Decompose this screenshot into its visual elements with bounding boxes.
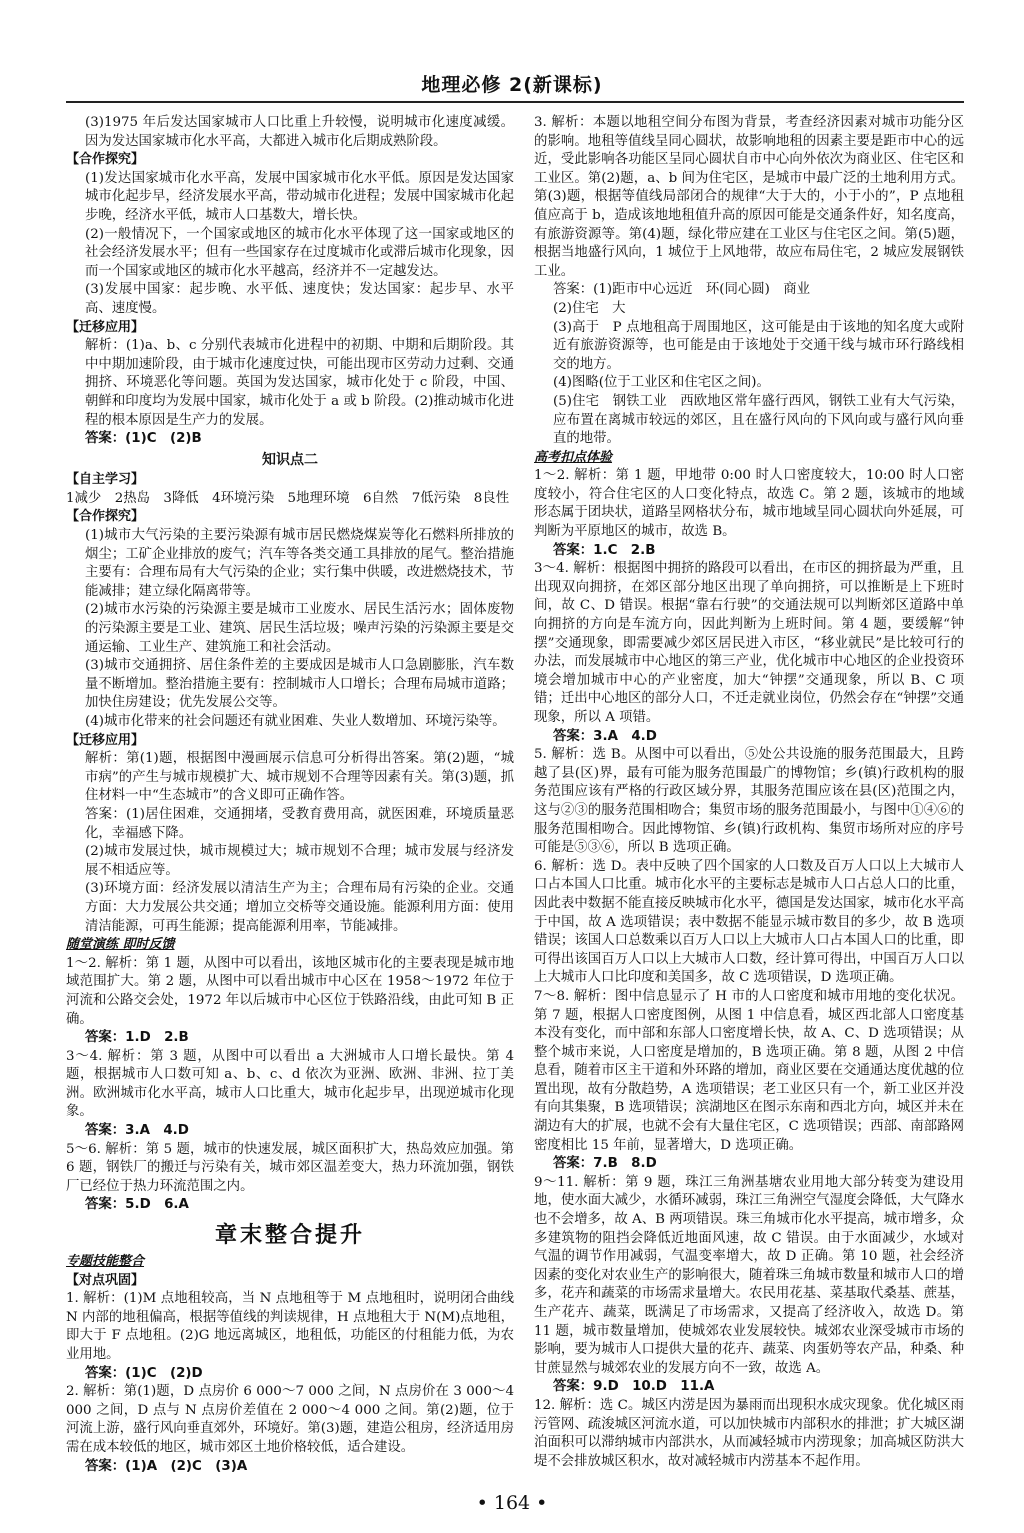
section-label: 【迁移应用】: [66, 732, 145, 748]
paragraph: 1～2. 解析：第 1 题，从图中可以看出，该地区城市化的主要表现是城市地域范围扩大。第 2 题，从图中可以看出城市中心区在 1958～1972 年位于河流和公路交会处，1972 年以后城市中心区位于铁路沿线，由此可知 B 正确。: [66, 955, 514, 1027]
answer: 答案：1.D 2.B: [85, 1030, 189, 1046]
left-column: [66, 114, 514, 1476]
answer: (2)城市发展过快，城市规模过大；城市规划不合理；城市发展与经济发展不相适应等。: [85, 844, 514, 878]
subsection-title: 高考扣点体验: [534, 449, 613, 465]
paragraph: 解析：(1)a、b、c 分别代表城市化进程中的初期、中期和后期阶段。其中中期加速阶段，由于城市化速度过快，可能出现市区劳动力过剩、交通拥挤、环境恶化等问题。英国为发达国家，城市化处于 c 阶段，中国、朝鲜和印度均为发展中国家，城市化处于 a 或 b 阶段。(2)推动城市化进程的根本原因是生产力的发展。: [85, 338, 514, 428]
paragraph: 5～6. 解析：第 5 题，城市的快速发展，城区面积扩大，热岛效应加强。第 6 题，钢铁厂的搬迁与污染有关，城市郊区温差变大，热力环流加强，钢铁厂已经位于热力环流范围之内。: [66, 1141, 514, 1194]
answer: 答案：(1)C (2)B: [85, 431, 202, 447]
paragraph: 1～2. 解析：第 1 题，甲地带 0:00 时人口密度较大，10:00 时人口密度较小，符合住宅区的人口变化特点，故选 C。第 2 题，该城市的地域形态属于团块状，道路呈网格状分布，城市地域呈同心圆状向外延展，可判断为平原地区的城市，故选 B。: [534, 468, 964, 540]
subsection-title: 专题技能整合: [66, 1254, 145, 1270]
answer: 答案：(1)距市中心远近 环(同心圆) 商业: [553, 282, 811, 298]
paragraph: (1)发达国家城市化水平高，发展中国家城市化水平低。原因是发达国家城市化起步早，经济发展水平高，带动城市化进程；发展中国家城市化起步晚，经济水平低，城市人口基数大，增长快。: [85, 170, 514, 223]
right-column: [534, 114, 964, 1471]
paragraph: (2)一般情况下，一个国家或地区的城市化水平体现了这一国家或地区的社会经济发展水平；但有一些国家存在过度城市化或滞后城市化现象，因而一个国家或地区的城市化水平越高，经济并不一定越发达。: [85, 226, 514, 279]
answer: 答案：5.D 6.A: [85, 1197, 189, 1213]
answer: 答案：(1)居住困难，交通拥堵，受教育费用高，就医困难，环境质量恶化，幸福感下降。: [85, 806, 514, 841]
paragraph: 2. 解析：第(1)题，D 点房价 6 000～7 000 之间，N 点房价在 3 000～4 000 之间，D 点与 N 点房价差值在 2 000～4 000 之间。第(2)题，位于河流上游，盛行风向垂直郊外，环境好。第(3)题，建造公租房，经济适用房需在成本较低的地区，城市郊区土地价格较低，适合建设。: [66, 1384, 514, 1455]
answer: 答案：3.A 4.D: [85, 1123, 189, 1139]
paragraph: 解析：第(1)题，根据图中漫画展示信息可分析得出答案。第(2)题，“城市病”的产生与城市规模扩大、城市规划不合理等因素有关。第(3)题，抓住材料一中“生态城市”的含义即可正确作答。: [85, 751, 514, 804]
page-number: • 164 •: [476, 1492, 548, 1514]
answer: 答案：(1)C (2)D: [85, 1365, 203, 1381]
paragraph: 7～8. 解析：图中信息显示了 H 市的人口密度和城市用地的变化状况。第 7 题，根据人口密度图例，从图 1 中信息看，城区西北部人口密度基本没有变化，而中部和东部人口密度增长快，故 A、C、D 选项错误；从整个城市来说，人口密度是增加的，B 选项正确。第 8 题，从图 2 中信息看，随着市区主干道和外环路的增加，商业区要在交通通达度优越的位置出现，故有分散趋势，A 选项错误；老工业区只有一个，新工业区并没有向其集聚，B 选项错误；滨湖地区在图示东南和西北方向，城区并未在湖边有大的扩展，也就不会有大量住宅区，C 选项错误；西部、南部路网密度相比 15 年前，显著增大，D 选项正确。: [534, 988, 964, 1153]
subsection-title: 随堂演练 即时反馈: [66, 937, 175, 953]
answer: 答案：3.A 4.D: [553, 728, 657, 744]
paragraph: (3)1975 年后发达国家城市人口比重上升较慢，说明城市化速度减缓。因为发达国家城市化水平高，大都进入城市化后期成熟阶段。: [85, 115, 514, 149]
knowledge-point-title: 知识点二: [262, 451, 318, 468]
paragraph: 1减少 2热岛 3降低 4环境污染 5地理环境 6自然 7低污染 8良性: [66, 490, 510, 506]
answer: 答案：7.B 8.D: [553, 1156, 657, 1172]
answer: (3)环境方面：经济发展以清洁生产为主；合理布局有污染的企业。交通方面：大力发展公共交通；增加立交桥等交通设施。能源利用方面：使用清洁能源，可再生能源；提高能源利用率，节能减排。: [85, 881, 514, 934]
answer: 答案：(1)A (2)C (3)A: [85, 1458, 248, 1474]
answer: (4)图略(位于工业区和住宅区之间)。: [553, 375, 770, 391]
paragraph: (1)城市大气污染的主要污染源有城市居民燃烧煤炭等化石燃料所排放的烟尘；工矿企业排放的废气；汽车等各类交通工具排放的尾气。整治措施主要有：合理布局有大气污染的企业；实行集中供暖，改进燃烧技术，节能减排；建立绿化隔离带等。: [85, 528, 514, 599]
paragraph: 3～4. 解析：第 3 题，从图中可以看出 a 大洲城市人口增长最快。第 4 题，根据城市人口数可知 a、b、c、d 依次为亚洲、欧洲、非洲、拉丁美洲。欧洲城市化水平高，城市人口比重大，城市化起步早，出现逆城市化现象。: [66, 1048, 514, 1120]
paragraph: 3～4. 解析：根据图中拥挤的路段可以看出，在市区的拥挤最为严重，且出现双向拥挤，在郊区部分地区出现了单向拥挤，可以推断是上下班时间，故 C、D 错误。根据“靠右行驶”的交通法规可以判断郊区道路中单向拥挤的方向是车流方向，因此判断为上班时间。第 4 题，要缓解“钟摆”交通现象，即需要减少郊区居民进入市区，“移业就民”是比较可行的办法，而发展城市中心地区的第三产业，优化城市中心地区的企业投资环境会增加城市中心的产业密度，加大“钟摆”交通现象，所以 B、C 项错；迁出中心地区的部分人口，不迁走就业岗位，仍然会存在“钟摆”交通现象，所以 A 项错。: [534, 561, 964, 725]
paragraph: (3)城市交通拥挤、居住条件差的主要成因是城市人口急剧膨胀，汽车数量不断增加。整治措施主要有：控制城市人口增长；合理布局城市道路；加快住房建设；优先发展公交等。: [85, 658, 514, 711]
paragraph: (4)城市化带来的社会问题还有就业困难、失业人数增加、环境污染等。: [85, 714, 506, 729]
answer: (3)高于 P 点地租高于周围地区，这可能是由于该地的知名度大或附近有旅游资源等，也可能是由于该地处于交通干线与城市环行路线相交的地方。: [553, 319, 964, 372]
paragraph: 5. 解析：选 B。从图中可以看出，⑤处公共设施的服务范围最大，且跨越了县(区)界，最有可能为服务范围最广的博物馆；乡(镇)行政机构的服务范围应该有严格的行政区域分界，其服务范围应该在县(区)范围之内，这与②③的服务范围相吻合；集贸市场的服务范围最小，与图中①④⑥的服务范围相吻合。因此博物馆、乡(镇)行政机构、集贸市场所对应的序号可能是⑤③⑥，所以 B 选项正确。: [534, 747, 964, 856]
answer: (5)住宅 钢铁工业 西欧地区常年盛行西风，钢铁工业有大气污染，应布置在离城市较远的郊区，且在盛行风向的下风向或与盛行风向垂直的地带。: [553, 393, 964, 447]
paragraph: 12. 解析：选 C。城区内涝是因为暴雨而出现积水成灾现象。优化城区雨污管网、疏浚城区河流水道，可以加快城市内部积水的排泄；扩大城区湖泊面积可以滞纳城市内部洪水，从而减轻城市内涝现象；加高城区防洪大堤不会排放城区积水，故对减轻城市内涝基本不起作用。: [534, 1397, 964, 1469]
answer: 答案：9.D 10.D 11.A: [553, 1379, 715, 1395]
page-header-title: 地理必修 2(新课标): [421, 74, 603, 96]
paragraph: 9～11. 解析：第 9 题，珠江三角洲基塘农业用地大部分转变为建设用地，使水面大减少，水循环减弱，珠江三角洲空气湿度会降低，大气降水也不会增多，故 A、B 两项错误。珠三角城市化水平提高，城市增多，众多建筑物的阻挡会降低近地面风速，故 C 错误。由于水面减少，水域对气温的调节作用减弱，气温变率增大，故 D 正确。第 10 题，社会经济因素的变化对农业生产的影响很大，随着珠三角城市数量和城市人口的增多，花卉和蔬菜的市场需求量增大。农民用花基、菜基取代桑基、蔗基，生产花卉、蔬菜，既满足了市场需求，又提高了经济收入，故选 D。第 11 题，城市数量增加，使城郊农业发展较快。城郊农业深受城市市场的影响，要为城市人口提供大量的花卉、蔬菜、肉蛋奶等农产品，种桑、种甘蔗显然与城郊农业的发展方向不一致，故选 A。: [534, 1174, 964, 1376]
section-label: 【对点巩固】: [66, 1272, 145, 1288]
paragraph: 3. 解析：本题以地租空间分布图为背景，考查经济因素对城市功能分区的影响。地租等值线呈同心圆状，故影响地租的因素主要是距市中心的远近，受此影响各功能区呈同心圆状自市中心向外依次为商业区、住宅区和工业区。第(2)题，a、b 间为住宅区，是城市中最广泛的土地利用方式。第(3)题，根据等值线局部闭合的规律“大于大的，小于小的”，P 点地租值应高于 b，造成该地地租值升高的原因可能是交通条件好，知名度高，有旅游资源等。第(4)题，绿化带应建在工业区与住宅区之间。第(5)题，根据当地盛行风向，1 城位于上风地带，故应布局住宅，2 城应发展钢铁工业。: [534, 115, 964, 279]
chapter-title: 章末整合提升: [214, 1223, 365, 1249]
paragraph: 6. 解析：选 D。表中反映了四个国家的人口数及百万人口以上大城市人口占本国人口比重。城市化水平的主要标志是城市人口占总人口的比重，因此表中数据不能直接反映城市化水平，德国是发达国家，城市化水平高于中国，故 A 选项错误；表中数据不能显示城市数目的多少，故 B 选项错误；该国人口总数乘以百万人口以上大城市人口占本国人口的比重，即可得出该国百万人口以上大城市人口数，经计算可得出，中国百万人口以上大城市人口比印度和美国多，故 C 选项错误，D 选项正确。: [534, 858, 964, 986]
paragraph: (3)发展中国家：起步晚、水平低、速度快；发达国家：起步早、水平高、速度慢。: [85, 282, 514, 316]
section-label: 【自主学习】: [66, 472, 145, 488]
section-label: 【迁移应用】: [66, 319, 145, 335]
paragraph: (2)城市水污染的污染源主要是城市工业废水、居民生活污水；固体废物的污染源主要是工业、建筑、居民生活垃圾；噪声污染的污染源主要是交通运输、工业生产、建筑施工和社会活动。: [85, 602, 514, 655]
answer: (2)住宅 大: [553, 300, 626, 316]
answer: 答案：1.C 2.B: [553, 542, 656, 558]
section-label: 【合作探究】: [66, 152, 145, 168]
header-rule: [66, 101, 964, 103]
section-label: 【合作探究】: [66, 509, 145, 525]
paragraph: 1. 解析：(1)M 点地租较高，当 N 点地租等于 M 点地租时，说明闭合曲线 N 内部的地租偏高，根据等值线的判读规律，H 点地租大于 N(M)点地租，即大于 F 点地租。(2)G 地远离城区，地租低，功能区的付租能力低，为农业用地。: [66, 1291, 514, 1362]
